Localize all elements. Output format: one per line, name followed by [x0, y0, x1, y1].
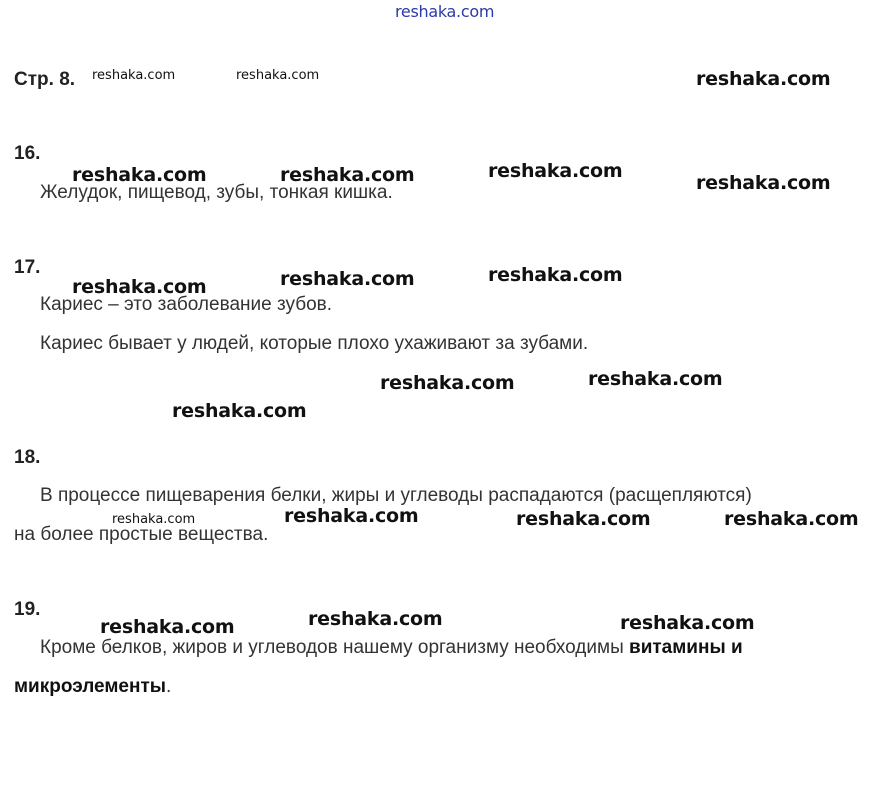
watermark: reshaka.com [72, 276, 207, 298]
watermark: reshaka.com [488, 160, 623, 182]
section-19-line-1-bold: витамины и [629, 637, 743, 658]
watermark: reshaka.com [724, 508, 859, 530]
watermark: reshaka.com [488, 264, 623, 286]
watermark: reshaka.com [308, 608, 443, 630]
watermark: reshaka.com [280, 164, 415, 186]
section-18-number: 18. [14, 447, 41, 468]
section-19-line-1-plain: Кроме белков, жиров и углеводов нашему организму необходимы [40, 637, 624, 658]
section-16-number: 16. [14, 143, 41, 164]
watermark: reshaka.com [696, 68, 831, 90]
section-17-line-2: Кариес бывает у людей, которые плохо ухаживают за зубами. [40, 333, 589, 354]
watermark: reshaka.com [280, 268, 415, 290]
section-19-number: 19. [14, 599, 41, 620]
watermark: reshaka.com [588, 368, 723, 390]
section-16-text: Желудок, пищевод, зубы, тонкая кишка. [40, 182, 393, 203]
page-label: Стр. 8. [14, 69, 76, 90]
section-17-line-1: Кариес – это заболевание зубов. [40, 294, 333, 315]
watermark: reshaka.com [696, 172, 831, 194]
watermark: reshaka.com [380, 372, 515, 394]
watermark-top: reshaka.com [395, 2, 495, 21]
section-19-line-2-tail: . [166, 676, 172, 697]
section-19-line-2-bold: микроэлементы [14, 676, 166, 697]
watermark: reshaka.com [100, 616, 235, 638]
section-19-line-2 [14, 676, 171, 698]
watermark: reshaka.com [92, 68, 176, 83]
section-18-line-2: на более простые вещества. [14, 524, 269, 545]
watermark: reshaka.com [516, 508, 651, 530]
watermark: reshaka.com [236, 68, 320, 83]
section-18-line-1: В процессе пищеварения белки, жиры и углеводы распадаются (расщепляются) [40, 485, 752, 506]
watermark: reshaka.com [284, 505, 419, 527]
section-17-number: 17. [14, 257, 41, 278]
watermark: reshaka.com [172, 400, 307, 422]
watermark: reshaka.com [72, 164, 207, 186]
watermark: reshaka.com [620, 612, 755, 634]
section-19-line-1 [40, 637, 743, 659]
watermark: reshaka.com [112, 512, 196, 527]
